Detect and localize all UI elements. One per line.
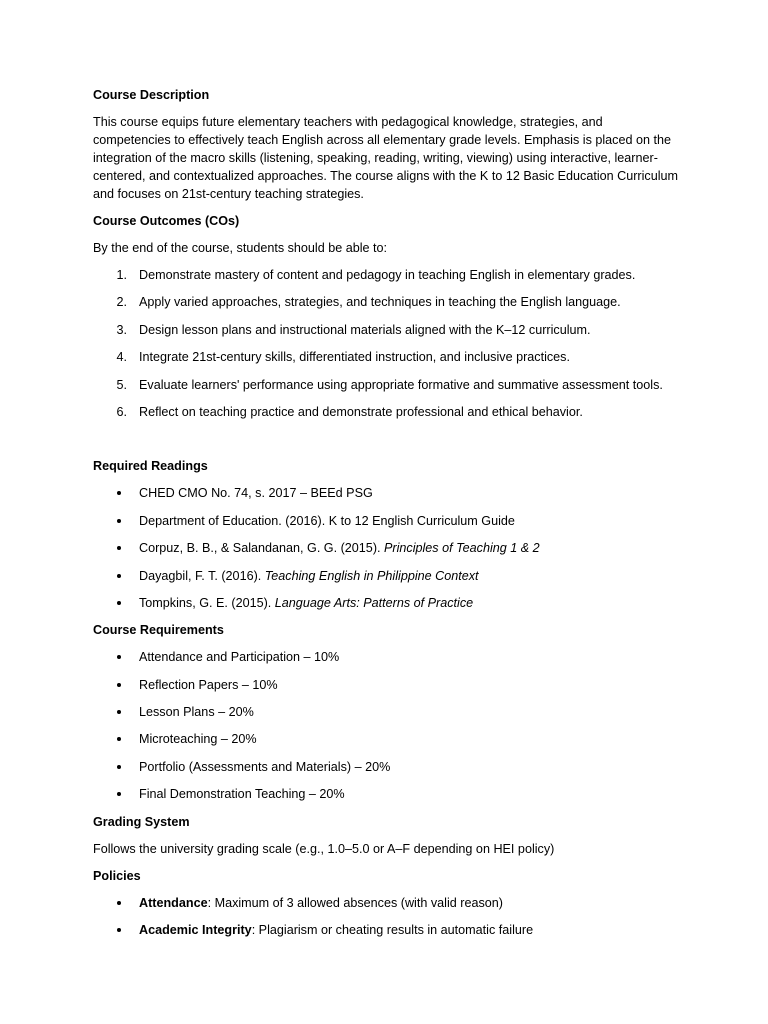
list-item xyxy=(93,403,678,421)
bullet-icon xyxy=(117,765,121,769)
list-item xyxy=(93,894,678,912)
required-readings-list xyxy=(93,484,678,612)
policies-heading: Policies xyxy=(93,868,141,883)
list-item xyxy=(93,512,678,530)
requirement-text: Microteaching – 20% xyxy=(139,732,257,747)
list-number: 4. xyxy=(116,350,127,365)
list-number: 1. xyxy=(116,268,127,282)
reading-text: Dayagbil, F. T. (2016). xyxy=(139,568,265,583)
bullet-icon xyxy=(117,792,121,796)
list-item xyxy=(93,348,678,366)
bullet-icon xyxy=(117,546,121,550)
requirement-text: Lesson Plans – 20% xyxy=(139,705,254,720)
outcome-text: Integrate 21st-century skills, differentiated instruction, and inclusive practices. xyxy=(139,350,570,365)
outcome-text: Demonstrate mastery of content and pedagogy in teaching English in elementary grades. xyxy=(139,268,636,282)
list-number: 3. xyxy=(116,322,127,337)
bullet-icon xyxy=(117,574,121,578)
course-outcomes-intro: By the end of the course, students should be able to: xyxy=(93,241,388,255)
requirement-text: Portfolio (Assessments and Materials) – 20% xyxy=(139,759,391,774)
list-number: 6. xyxy=(116,404,127,419)
list-item xyxy=(93,594,678,612)
list-item xyxy=(93,648,678,666)
course-description-heading: Course Description xyxy=(93,88,210,102)
reading-title: Principles of Teaching 1 & 2 xyxy=(384,541,540,556)
list-item xyxy=(93,266,678,284)
list-item xyxy=(93,539,678,557)
section-spacer xyxy=(93,430,678,457)
document-page xyxy=(93,86,678,948)
requirement-text: Final Demonstration Teaching – 20% xyxy=(139,787,345,802)
required-readings-heading: Required Readings xyxy=(93,459,208,474)
bullet-icon xyxy=(117,683,121,687)
policy-text: : Maximum of 3 allowed absences (with valid reason) xyxy=(207,895,503,910)
list-item xyxy=(93,921,678,939)
bullet-icon xyxy=(117,901,121,905)
bullet-icon xyxy=(117,491,121,495)
reading-title: Teaching English in Philippine Context xyxy=(264,568,479,583)
list-item xyxy=(93,293,678,311)
policy-text: : Plagiarism or cheating results in automatic failure xyxy=(251,923,534,938)
list-item xyxy=(93,730,678,748)
reading-text: Department of Education. (2016). K to 12 English Curriculum Guide xyxy=(139,513,515,528)
grading-system-body: Follows the university grading scale (e.g., 1.0–5.0 or A–F depending on HEI policy) xyxy=(93,841,555,856)
policies-list xyxy=(93,894,678,939)
list-item xyxy=(93,703,678,721)
list-item xyxy=(93,376,678,394)
bullet-icon xyxy=(117,601,121,605)
outcome-text: Apply varied approaches, strategies, and techniques in teaching the English language. xyxy=(139,295,621,310)
list-item xyxy=(93,676,678,694)
course-requirements-heading: Course Requirements xyxy=(93,623,224,638)
policy-label: Academic Integrity xyxy=(139,923,252,938)
requirement-text: Attendance and Participation – 10% xyxy=(139,650,340,665)
outcome-text: Reflect on teaching practice and demonstrate professional and ethical behavior. xyxy=(139,404,583,419)
list-item xyxy=(93,567,678,585)
list-item xyxy=(93,758,678,776)
outcome-text: Design lesson plans and instructional materials aligned with the K–12 curriculum. xyxy=(139,322,591,337)
course-outcomes-list xyxy=(93,266,678,421)
reading-text: Corpuz, B. B., & Salandanan, G. G. (2015). xyxy=(139,541,385,556)
bullet-icon xyxy=(117,737,121,741)
grading-system-heading: Grading System xyxy=(93,814,190,829)
bullet-icon xyxy=(117,928,121,932)
requirement-text: Reflection Papers – 10% xyxy=(139,677,278,692)
list-item xyxy=(93,321,678,339)
course-description-body: This course equips future elementary teachers with pedagogical knowledge, strategies, and competencies to effectively teach English across all elementary grade levels. Emphasis is placed on the integration of the macro skills (listening, speaking, reading, writing, viewing) using interactive, learner-centered, and contextualized approaches. The course aligns with the K to 12 Basic Education Curriculum and focuses on 21st-century teaching strategies. xyxy=(93,115,679,201)
policy-label: Attendance xyxy=(139,895,208,910)
bullet-icon xyxy=(117,655,121,659)
bullet-icon xyxy=(117,710,121,714)
list-number: 2. xyxy=(116,295,127,310)
course-requirements-list xyxy=(93,648,678,803)
list-item xyxy=(93,785,678,803)
reading-text: Tompkins, G. E. (2015). xyxy=(139,595,275,610)
bullet-icon xyxy=(117,519,121,523)
reading-text: CHED CMO No. 74, s. 2017 – BEEd PSG xyxy=(139,486,373,501)
outcome-text: Evaluate learners' performance using appropriate formative and summative assessment tools. xyxy=(139,377,663,392)
list-number: 5. xyxy=(116,377,127,392)
list-item xyxy=(93,484,678,502)
reading-title: Language Arts: Patterns of Practice xyxy=(274,595,474,610)
course-outcomes-heading: Course Outcomes (COs) xyxy=(93,214,240,228)
